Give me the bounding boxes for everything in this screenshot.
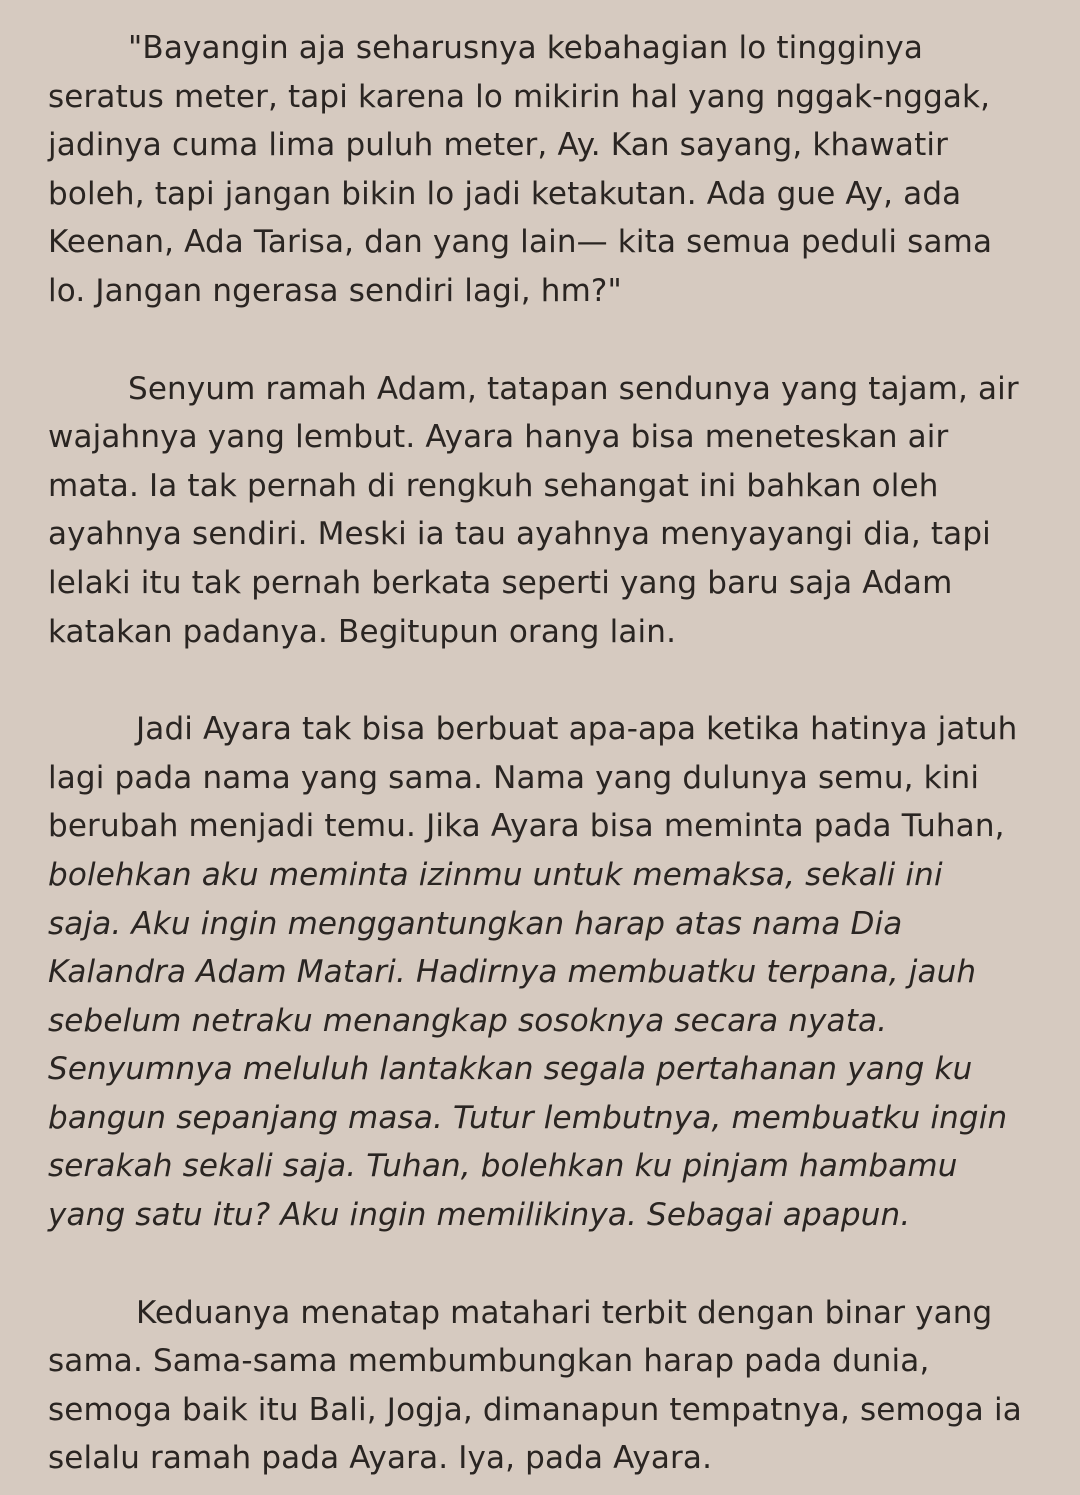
text-line: seratus meter, tapi karena lo mikirin hal yang nggak-nggak,	[48, 78, 991, 115]
text-line: berubah menjadi temu. Jika Ayara bisa meminta pada Tuhan,	[48, 808, 1005, 845]
text-line: sama. Sama-sama membumbungkan harap pada dunia,	[48, 1343, 930, 1380]
paragraph-2	[48, 365, 1036, 657]
text-line: wajahnya yang lembut. Ayara hanya bisa meneteskan air	[48, 419, 949, 456]
italic-text-line: bangun sepanjang masa. Tutur lembutnya, membuatku ingin	[48, 1099, 1008, 1136]
italic-text-line: saja. Aku ingin menggantungkan harap atas nama Dia	[48, 905, 903, 942]
text-line: jadinya cuma lima puluh meter, Ay. Kan sayang, khawatir	[48, 127, 949, 164]
text-line: lagi pada nama yang sama. Nama yang dulunya semu, kini	[48, 759, 980, 796]
text-line: Jadi Ayara tak bisa berbuat apa-apa ketika hatinya jatuh	[136, 711, 1018, 748]
paragraph-4	[48, 1289, 1036, 1483]
italic-text-line: Senyumnya meluluh lantakkan segala pertahanan yang ku	[48, 1051, 973, 1088]
text-line: Keduanya menatap matahari terbit dengan binar yang	[136, 1294, 993, 1331]
text-line: selalu ramah pada Ayara. Iya, pada Ayara.	[48, 1440, 713, 1477]
text-line: katakan padanya. Begitupun orang lain.	[48, 613, 677, 650]
text-line: "Bayangin aja seharusnya kebahagian lo tingginya	[128, 30, 924, 66]
text-line: Keenan, Ada Tarisa, dan yang lain— kita semua peduli sama	[48, 224, 993, 261]
text-line: boleh, tapi jangan bikin lo jadi ketakutan. Ada gue Ay, ada	[48, 175, 962, 212]
text-line: ayahnya sendiri. Meski ia tau ayahnya menyayangi dia, tapi	[48, 516, 991, 553]
paragraph-3	[48, 705, 1036, 1240]
italic-text-line: Kalandra Adam Matari. Hadirnya membuatku terpana, jauh	[48, 954, 977, 991]
italic-text-line: sebelum netraku menangkap sosoknya secara nyata.	[48, 1002, 888, 1039]
italic-text-line: serakah sekali saja. Tuhan, bolehkan ku pinjam hambamu	[48, 1148, 958, 1185]
paragraph-1	[48, 24, 1036, 316]
text-line: semoga baik itu Bali, Jogja, dimanapun tempatnya, semoga ia	[48, 1391, 1022, 1428]
text-line: lo. Jangan ngerasa sendiri lagi, hm?"	[48, 272, 622, 309]
text-line: Senyum ramah Adam, tatapan sendunya yang tajam, air	[128, 370, 1019, 407]
text-line: lelaki itu tak pernah berkata seperti yang baru saja Adam	[48, 564, 953, 601]
italic-text-line: bolehkan aku meminta izinmu untuk memaksa, sekali ini	[48, 856, 943, 893]
text-line: mata. Ia tak pernah di rengkuh sehangat ini bahkan oleh	[48, 467, 939, 504]
italic-text-line: yang satu itu? Aku ingin memilikinya. Sebagai apapun.	[48, 1197, 911, 1234]
